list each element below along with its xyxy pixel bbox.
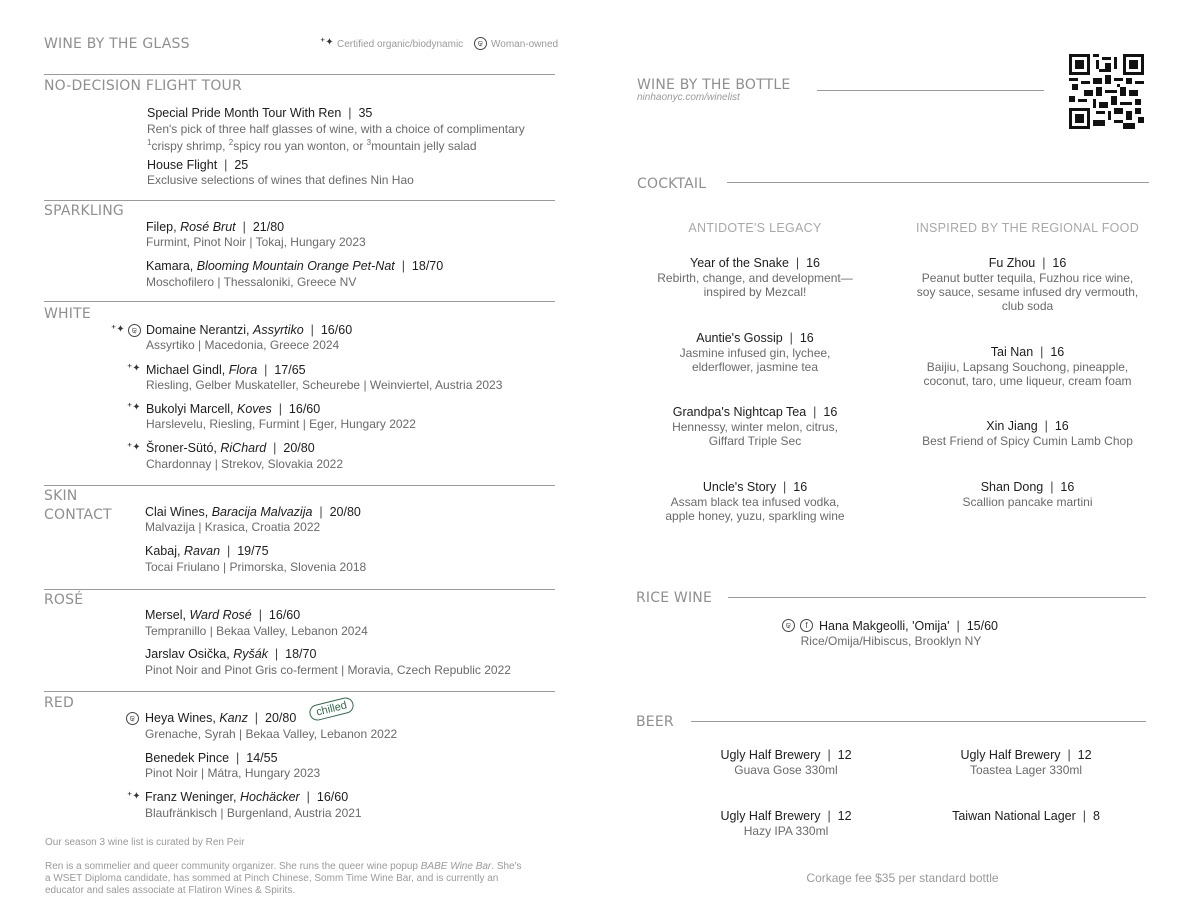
cocktail-item: Xin Jiang | 16 Best Friend of Spicy Cumin Lamb Chop (922, 419, 1133, 448)
wine-name: Franz Weninger, Hochäcker | 16/60 (145, 790, 349, 804)
woman-owned-icon: ଢ (782, 619, 795, 632)
wine-name: Filep, Rosé Brut | 21/80 (146, 220, 285, 234)
divider (44, 485, 555, 486)
rose-title: ROSÉ (44, 592, 84, 608)
beer-item: Ugly Half Brewery | 12 Toastea Lager 330ml (960, 748, 1092, 777)
beer-item: Ugly Half Brewery | 12 Hazy IPA 330ml (720, 809, 852, 838)
qr-code[interactable] (1069, 54, 1144, 129)
organic-icon: ⁺✦ (127, 791, 141, 802)
skin-contact-title-1: SKIN (44, 488, 78, 504)
curated-note: Our season 3 wine list is curated by Ren Peir (45, 837, 245, 848)
cocktail-title: COCKTAIL (637, 176, 707, 192)
wine-name: Šroner-Sütó, RiChard | 20/80 (146, 441, 315, 455)
woman-owned-legend-label: Woman-owned (491, 39, 559, 50)
wine-name: Kabaj, Ravan | 19/75 (145, 544, 269, 558)
wine-desc: Pinot Noir | Mátra, Hungary 2023 (145, 766, 321, 780)
organic-legend-label: Certified organic/biodynamic (337, 39, 464, 50)
rice-wine-title: RICE WINE (636, 590, 713, 606)
wine-name: Kamara, Blooming Mountain Orange Pet-Nat | 18/70 (146, 259, 444, 273)
wine-name: Mersel, Ward Rosé | 16/60 (145, 608, 301, 622)
skin-contact-title-2: CONTACT (44, 507, 112, 523)
cocktail-item: Grandpa's Nightcap Tea | 16 Hennessy, winter melon, citrus, Giffard Triple Sec (672, 405, 838, 448)
wine-name: Michael Gindl, Flora | 17/65 (146, 363, 306, 377)
wine-desc: Grenache, Syrah | Bekaa Valley, Lebanon 2022 (145, 727, 398, 741)
winelist-url[interactable]: ninhaonyc.com/winelist (637, 92, 740, 103)
sommelier-bio: Ren is a sommelier and queer community organizer. She runs the queer wine popup BABE Wine Bar. She's a WSET Diploma candidate, has sommed at Pinch Chinese, Somm Time Wine Bar, and is currently an educator and sales associate at Flatiron Wines & Spirits. (45, 861, 522, 896)
cocktail-item: Tai Nan | 16 Baijiu, Lapsang Souchong, pineapple, coconut, taro, ume liqueur, cream foam (923, 345, 1132, 388)
cocktail-item: Auntie's Gossip | 16 Jasmine infused gin, lychee, elderflower, jasmine tea (679, 331, 831, 374)
flight-title: NO-DECISION FLIGHT TOUR (44, 78, 242, 94)
organic-legend-icon: ⁺✦ (320, 37, 334, 48)
wine-name: Jarslav Osička, Ryšák | 18/70 (145, 647, 317, 661)
divider (44, 589, 555, 590)
divider (44, 74, 555, 75)
cocktail-item: Uncle's Story | 16 Assam black tea infused vodka, apple honey, yuzu, sparkling wine (665, 480, 845, 523)
rice-wine-desc: Rice/Omija/Hibiscus, Brooklyn NY (800, 634, 982, 648)
beer-item: Taiwan National Lager | 8 (952, 809, 1100, 823)
divider (728, 597, 1146, 598)
wine-name: Heya Wines, Kanz | 20/80 (145, 711, 297, 725)
wine-desc: Harslevelu, Riesling, Furmint | Eger, Hungary 2022 (146, 417, 416, 431)
wine-desc: Furmint, Pinot Noir | Tokaj, Hungary 2023 (146, 235, 366, 249)
cocktail-item: Shan Dong | 16 Scallion pancake martini (962, 480, 1093, 509)
wine-name: Clai Wines, Baracija Malvazija | 20/80 (145, 505, 361, 519)
sparkling-title: SPARKLING (44, 203, 124, 219)
organic-icon: ⁺✦ (127, 442, 141, 453)
wine-desc: Pinot Noir and Pinot Gris co-ferment | Moravia, Czech Republic 2022 (145, 663, 511, 677)
woman-owned-legend-icon: ଢ (474, 37, 487, 50)
wine-desc: Chardonnay | Strekov, Slovakia 2022 (146, 457, 344, 471)
woman-owned-icon: ଢ (128, 324, 141, 337)
flight-item-desc: Ren's pick of three half glasses of wine, with a choice of complimentary $^1$crispy shrimp, $^2$spicy rou yan wonton, or $^3$mountain jelly salad (147, 122, 525, 153)
beer-item: Ugly Half Brewery | 12 Guava Gose 330ml (720, 748, 852, 777)
wine-desc: Tempranillo | Bekaa Valley, Lebanon 2024 (145, 624, 368, 638)
wine-desc: Moschofilero | Thessaloniki, Greece NV (146, 275, 357, 289)
beer-title: BEER (636, 714, 674, 730)
flight-item-desc: Exclusive selections of wines that defines Nin Hao (147, 173, 414, 187)
organic-icon: ⁺✦ (111, 324, 125, 335)
red-title: RED (44, 695, 74, 711)
divider (727, 182, 1149, 183)
wine-desc: Assyrtiko | Macedonia, Greece 2024 (146, 338, 340, 352)
divider (691, 721, 1146, 722)
cocktail-item: Year of the Snake | 16 Rebirth, change, and development— inspired by Mezcal! (657, 256, 853, 299)
white-title: WHITE (44, 306, 91, 322)
organic-icon: ⁺✦ (127, 363, 141, 374)
rice-wine-name: Hana Makgeolli, 'Omija' | 15/60 (819, 619, 998, 633)
fruit-icon: f (800, 619, 813, 632)
wine-by-bottle-title: WINE BY THE BOTTLE (637, 77, 791, 93)
wine-desc: Blaufränkisch | Burgenland, Austria 2021 (145, 806, 362, 820)
regional-food-subtitle: INSPIRED BY THE REGIONAL FOOD (915, 221, 1140, 235)
organic-icon: ⁺✦ (127, 402, 141, 413)
divider (44, 200, 555, 201)
divider (44, 691, 555, 692)
flight-item-name: House Flight | 25 (147, 158, 249, 172)
flight-item-name: Special Pride Month Tour With Ren | 35 (147, 106, 373, 120)
woman-owned-icon: ଢ (126, 712, 139, 725)
antidotes-legacy-subtitle: ANTIDOTE'S LEGACY (688, 221, 822, 235)
chilled-badge: chilled (308, 696, 356, 722)
corkage-fee: Corkage fee $35 per standard bottle (806, 871, 999, 885)
wine-name: Domaine Nerantzi, Assyrtiko | 16/60 (146, 323, 353, 337)
wine-desc: Riesling, Gelber Muskateller, Scheurebe | Weinviertel, Austria 2023 (146, 378, 503, 392)
cocktail-item: Fu Zhou | 16 Peanut butter tequila, Fuzhou rice wine, soy sauce, sesame infused dry vermouth, club soda (916, 256, 1139, 313)
divider (817, 90, 1044, 91)
divider (44, 301, 555, 302)
wine-name: Bukolyi Marcell, Koves | 16/60 (146, 402, 321, 416)
wine-by-glass-title: WINE BY THE GLASS (44, 36, 190, 52)
wine-desc: Tocai Friulano | Primorska, Slovenia 2018 (145, 560, 367, 574)
wine-name: Benedek Pince | 14/55 (145, 751, 278, 765)
wine-desc: Malvazija | Krasica, Croatia 2022 (145, 520, 321, 534)
